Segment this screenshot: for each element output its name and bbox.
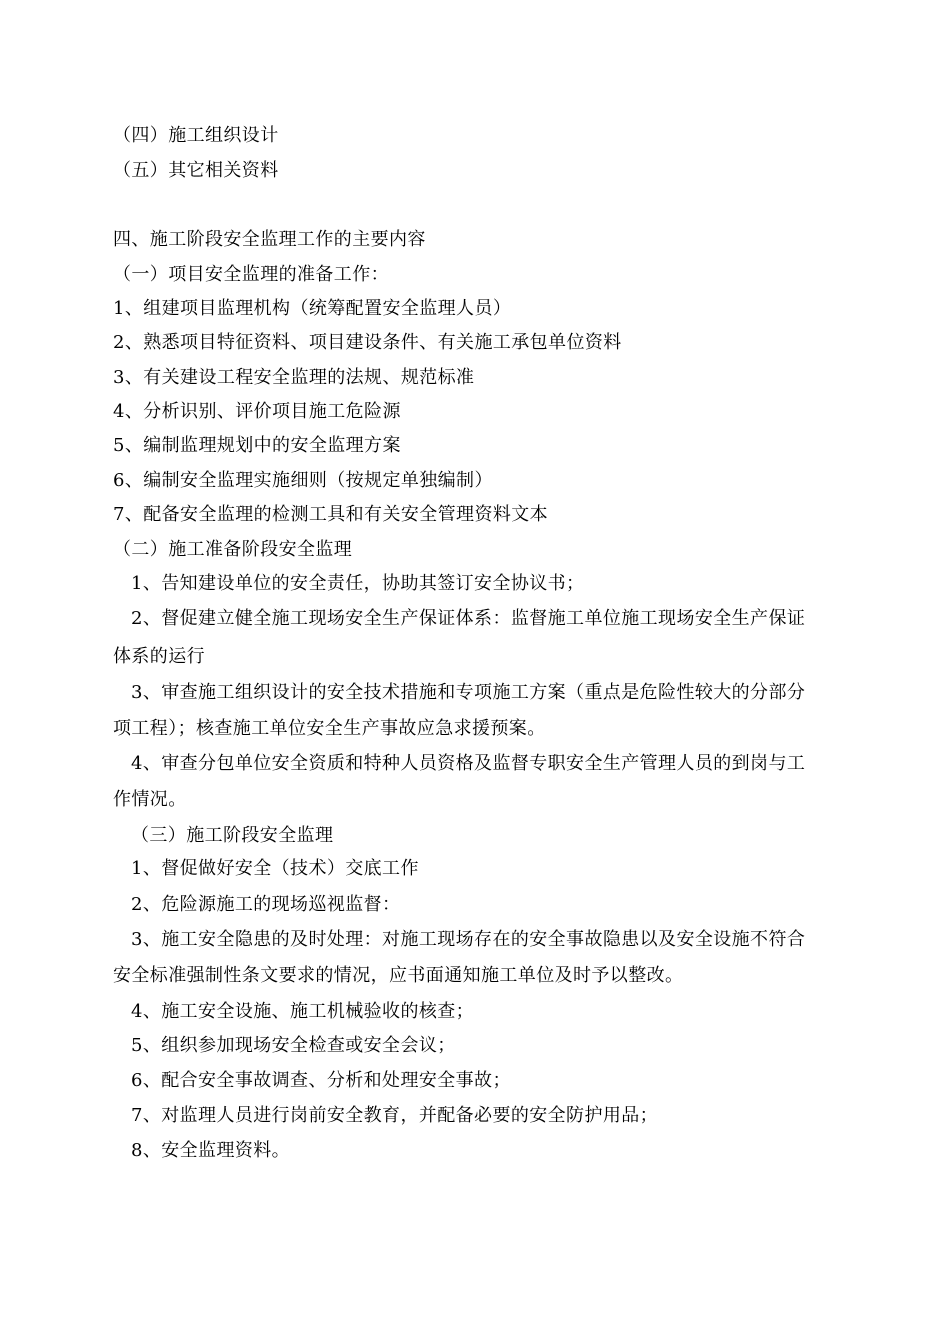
- list-item: 8、安全监理资料。: [131, 1140, 291, 1161]
- list-item: 5、编制监理规划中的安全监理方案: [113, 435, 401, 456]
- list-item: 4、审查分包单位安全资质和特种人员资格及监督专职安全生产管理人员的到岗与工: [131, 753, 806, 774]
- list-item: 4、分析识别、评价项目施工危险源: [113, 401, 401, 422]
- section-heading: 四、施工阶段安全监理工作的主要内容: [113, 229, 426, 250]
- list-item: 1、督促做好安全（技术）交底工作: [131, 858, 419, 879]
- list-item-section-5-materials: （五）其它相关资料: [113, 160, 279, 181]
- list-item: 7、配备安全监理的检测工具和有关安全管理资料文本: [113, 504, 549, 525]
- list-item: 3、有关建设工程安全监理的法规、规范标准: [113, 367, 475, 388]
- subsection-heading-3: （三）施工阶段安全监理: [131, 825, 334, 846]
- list-item-continuation: 体系的运行: [113, 646, 205, 667]
- list-item-section-4-design: （四）施工组织设计: [113, 125, 279, 146]
- list-item-continuation: 作情况。: [113, 789, 187, 810]
- subsection-heading-1: （一）项目安全监理的准备工作：: [113, 264, 389, 285]
- list-item: 7、对监理人员进行岗前安全教育，并配备必要的安全防护用品；: [131, 1105, 659, 1126]
- list-item: 2、危险源施工的现场巡视监督：: [131, 894, 401, 915]
- list-item: 1、组建项目监理机构（统筹配置安全监理人员）: [113, 298, 512, 319]
- list-item: 2、督促建立健全施工现场安全生产保证体系：监督施工单位施工现场安全生产保证: [131, 608, 806, 629]
- list-item: 6、配合安全事故调查、分析和处理安全事故；: [131, 1070, 511, 1091]
- list-item: 2、熟悉项目特征资料、项目建设条件、有关施工承包单位资料: [113, 332, 622, 353]
- list-item-continuation: 项工程）；核查施工单位安全生产事故应急求援预案。: [113, 718, 546, 739]
- list-item: 5、组织参加现场安全检查或安全会议；: [131, 1035, 456, 1056]
- list-item: 1、告知建设单位的安全责任，协助其签订安全协议书；: [131, 573, 585, 594]
- list-item: 3、审查施工组织设计的安全技术措施和专项施工方案（重点是危险性较大的分部分: [131, 682, 806, 703]
- list-item: 4、施工安全设施、施工机械验收的核查；: [131, 1001, 475, 1022]
- list-item-continuation: 安全标准强制性条文要求的情况，应书面通知施工单位及时予以整改。: [113, 965, 684, 986]
- subsection-heading-2: （二）施工准备阶段安全监理: [113, 539, 353, 560]
- list-item: 6、编制安全监理实施细则（按规定单独编制）: [113, 470, 493, 491]
- list-item: 3、施工安全隐患的及时处理：对施工现场存在的安全事故隐患以及安全设施不符合: [131, 929, 806, 950]
